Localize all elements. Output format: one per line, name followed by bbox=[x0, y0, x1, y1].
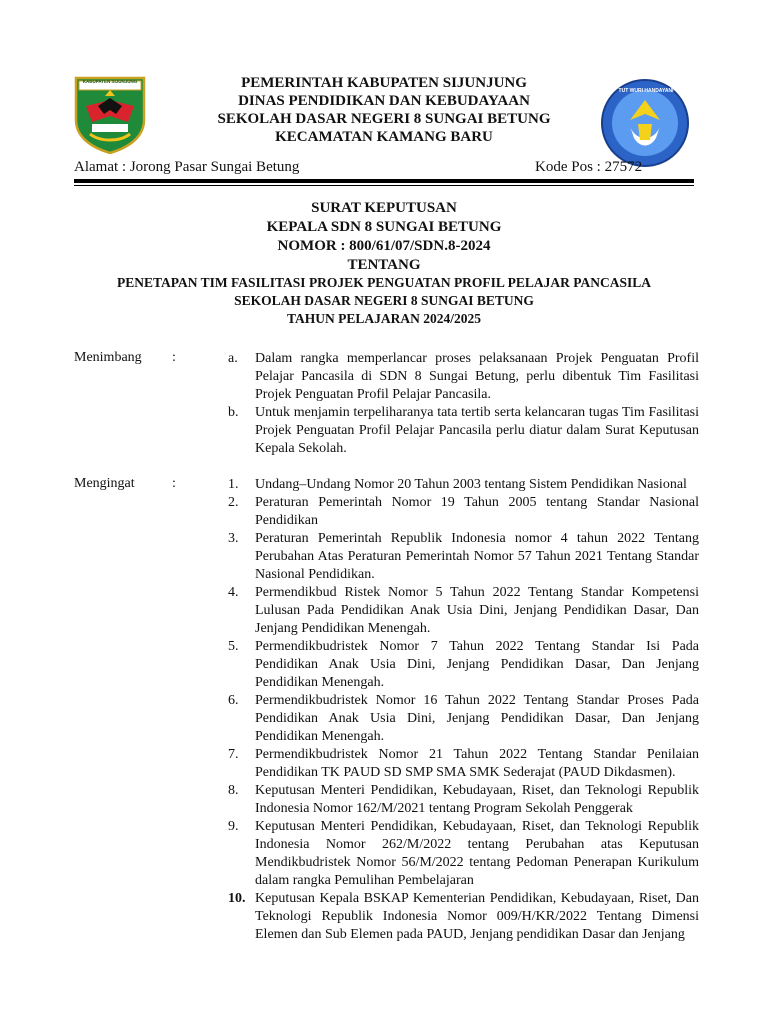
right-logo-text: TUT WURI HANDAYANI bbox=[618, 88, 674, 94]
list-item bbox=[228, 584, 699, 638]
letterhead-line-school: SEKOLAH DASAR NEGERI 8 SUNGAI BETUNG bbox=[217, 111, 551, 127]
mengingat-colon: : bbox=[172, 476, 176, 491]
letterhead-line-government: PEMERINTAH KABUPATEN SIJUNJUNG bbox=[241, 75, 527, 91]
list-marker: 5. bbox=[228, 639, 239, 654]
list-item bbox=[228, 746, 699, 782]
decree-title bbox=[74, 199, 694, 275]
decree-issuer: KEPALA SDN 8 SUNGAI BETUNG bbox=[266, 219, 502, 235]
list-marker: 1. bbox=[228, 477, 239, 492]
list-item bbox=[228, 530, 699, 584]
list-text: Permendikbudristek Nomor 16 Tahun 2022 Tentang Standar Proses Pada Pendidikan Anak Usia Dini, Jenjang Pendidikan Dasar, Dan Jenjang Pendidikan Menengah. bbox=[255, 693, 699, 744]
left-logo-text: KABUPATEN SIJUNJUNG bbox=[82, 79, 138, 84]
list-text: Keputusan Menteri Pendidikan, Kebudayaan, Riset, dan Teknologi Republik Indonesia Nomor 262/M/2022 tentang Perubahan atas Keputusan Mendikbudristek Nomor 56/M/2022 tentang Pedoman Penerapan Kurikulum dalam rangka Pemulihan Pembelajaran bbox=[255, 819, 699, 888]
mengingat-label: Mengingat bbox=[74, 476, 135, 491]
letterhead-divider-thick bbox=[74, 179, 694, 183]
list-item bbox=[228, 494, 699, 530]
list-text: Keputusan Kepala BSKAP Kementerian Pendidikan, Kebudayaan, Riset, Dan Teknologi Republik Indonesia Nomor 009/H/KR/2022 Tentang Dimensi Elemen dan Sub Elemen pada PAUD, Jenjang pendidikan Dasar dan Jenjang bbox=[255, 891, 699, 942]
list-marker: 6. bbox=[228, 693, 239, 708]
list-marker: 2. bbox=[228, 495, 239, 510]
list-text: Permendikbudristek Nomor 21 Tahun 2022 Tentang Standar Penilaian Pendidikan TK PAUD SD SMP SMA SMK Sederajat (PAUD Dikdasmen). bbox=[255, 747, 699, 780]
school-address: Alamat : Jorong Pasar Sungai Betung bbox=[74, 159, 300, 175]
list-text: Keputusan Menteri Pendidikan, Kebudayaan, Riset, dan Teknologi Republik Indonesia Nomor 162/M/2021 tentang Program Sekolah Penggerak bbox=[255, 783, 699, 816]
decree-subject bbox=[74, 274, 694, 328]
list-text: Peraturan Pemerintah Nomor 19 Tahun 2005 tentang Standar Nasional Pendidikan bbox=[255, 495, 699, 528]
decree-type: SURAT KEPUTUSAN bbox=[311, 200, 457, 216]
decree-about-label: TENTANG bbox=[347, 257, 421, 273]
list-text: Untuk menjamin terpeliharanya tata tertib serta kelancaran tugas Tim Fasilitasi Projek Penguatan Profil Pelajar Pancasila perlu diatur dalam Surat Keputusan Kepala Sekolah. bbox=[255, 405, 699, 456]
list-item bbox=[228, 350, 699, 404]
list-marker: 9. bbox=[228, 819, 239, 834]
list-text: Permendikbudristek Nomor 7 Tahun 2022 Tentang Standar Isi Pada Pendidikan Anak Usia Dini, Jenjang Pendidikan Dasar, Dan Jenjang Pendidikan Menengah. bbox=[255, 639, 699, 690]
letterhead-divider-thin bbox=[74, 185, 694, 186]
list-item bbox=[228, 782, 699, 818]
list-item bbox=[228, 818, 699, 890]
list-text: Permendikbud Ristek Nomor 5 Tahun 2022 Tentang Standar Kompetensi Lulusan Pada Pendidikan Anak Usia Dini, Jenjang Pendidikan Dasar, Dan Jenjang Pendidikan Menengah. bbox=[255, 585, 699, 636]
list-marker: a. bbox=[228, 351, 238, 366]
decree-subject-line: PENETAPAN TIM FASILITASI PROJEK PENGUATAN PROFIL PELAJAR PANCASILA bbox=[117, 275, 651, 290]
decree-subject-line: SEKOLAH DASAR NEGERI 8 SUNGAI BETUNG bbox=[234, 293, 534, 308]
postal-code: Kode Pos : 27572 bbox=[535, 159, 643, 175]
list-item bbox=[228, 692, 699, 746]
list-item bbox=[228, 476, 699, 494]
letterhead-line-district: KECAMATAN KAMANG BARU bbox=[275, 129, 493, 145]
decree-subject-line: TAHUN PELAJARAN 2024/2025 bbox=[286, 311, 481, 326]
menimbang-colon: : bbox=[172, 350, 176, 365]
list-marker: 3. bbox=[228, 531, 239, 546]
letterhead-line-department: DINAS PENDIDIKAN DAN KEBUDAYAAN bbox=[238, 93, 530, 109]
list-text: Dalam rangka memperlancar proses pelaksanaan Projek Penguatan Profil Pelajar Pancasila di SDN 8 Sungai Betung, perlu dibentuk Tim Fasilitasi Projek Penguatan Profil Pelajar Pancasila. bbox=[255, 351, 699, 402]
list-item bbox=[228, 890, 699, 944]
list-item bbox=[228, 638, 699, 692]
list-marker: 7. bbox=[228, 747, 239, 762]
list-marker: 10. bbox=[228, 891, 246, 906]
list-marker: 4. bbox=[228, 585, 239, 600]
menimbang-list bbox=[228, 350, 699, 458]
list-item bbox=[228, 404, 699, 458]
mengingat-list bbox=[228, 476, 699, 944]
menimbang-label: Menimbang bbox=[74, 350, 142, 365]
list-marker: 8. bbox=[228, 783, 239, 798]
list-marker: b. bbox=[228, 405, 239, 420]
list-text: Peraturan Pemerintah Republik Indonesia nomor 4 tahun 2022 Tentang Perubahan Atas Peraturan Pemerintah Nomor 57 Tahun 2021 Tentang Standar Nasional Pendidikan. bbox=[255, 531, 699, 582]
sijunjung-crest-logo bbox=[72, 76, 148, 154]
list-text: Undang–Undang Nomor 20 Tahun 2003 tentang Sistem Pendidikan Nasional bbox=[255, 477, 687, 492]
decree-number: NOMOR : 800/61/07/SDN.8-2024 bbox=[277, 238, 491, 254]
letterhead bbox=[150, 74, 618, 146]
